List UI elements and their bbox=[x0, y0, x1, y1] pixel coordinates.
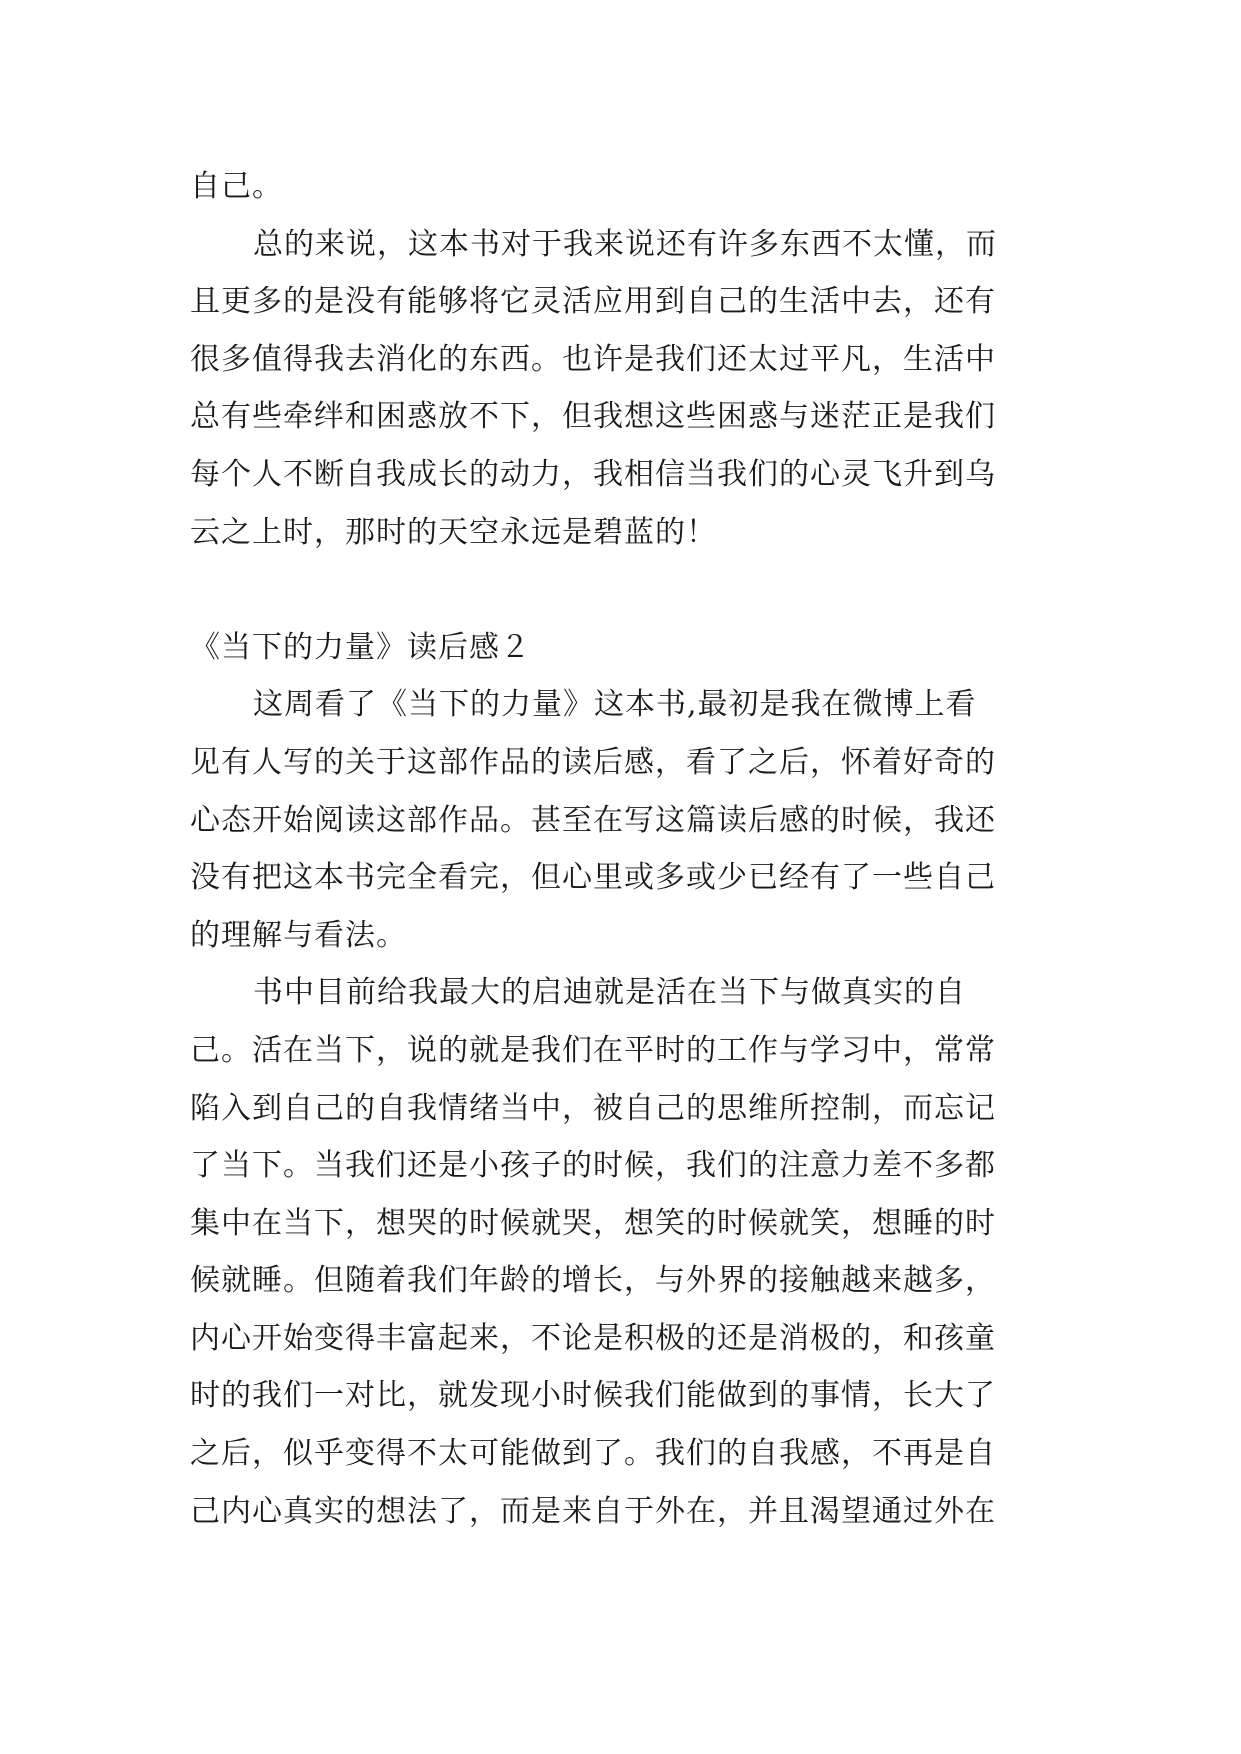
text-line: 之后，似乎变得不太可能做到了。我们的自我感，不再是自 bbox=[190, 1436, 996, 1472]
text-line: 没有把这本书完全看完，但心里或多或少已经有了一些自己 bbox=[190, 860, 996, 896]
text-line: 且更多的是没有能够将它灵活应用到自己的生活中去，还有 bbox=[190, 284, 996, 320]
paragraph-opening bbox=[190, 676, 1050, 964]
text-line: 内心开始变得丰富起来，不论是积极的还是消极的，和孩童 bbox=[190, 1320, 996, 1356]
text-line: 每个人不断自我成长的动力，我相信当我们的心灵飞升到乌 bbox=[190, 456, 996, 492]
text-line: 的理解与看法。 bbox=[190, 917, 407, 953]
text-line: 己内心真实的想法了，而是来自于外在，并且渴望通过外在 bbox=[190, 1493, 996, 1529]
intro-line: 自己。 bbox=[190, 169, 283, 204]
blank-line bbox=[190, 561, 1050, 619]
text-line: 候就睡。但随着我们年龄的增长，与外界的接触越来越多， bbox=[190, 1263, 996, 1299]
text-line: 时的我们一对比，就发现小时候我们能做到的事情，长大了 bbox=[190, 1378, 996, 1414]
text-line: 这周看了《当下的力量》这本书,最初是我在微博上看 bbox=[253, 687, 977, 723]
paragraph-insight bbox=[190, 964, 1050, 1540]
text-line: 己。活在当下，说的就是我们在平时的工作与学习中，常常 bbox=[190, 1032, 996, 1068]
text-line: 云之上时，那时的天空永远是碧蓝的！ bbox=[190, 514, 717, 550]
text-line: 总的来说，这本书对于我来说还有许多东西不太懂，而 bbox=[253, 226, 997, 262]
text-line: 很多值得我去消化的东西。也许是我们还太过平凡，生活中 bbox=[190, 341, 996, 377]
text-line: 了当下。当我们还是小孩子的时候，我们的注意力差不多都 bbox=[190, 1148, 996, 1184]
paragraph-summary bbox=[190, 216, 1050, 562]
section-title: 《当下的力量》读后感２ bbox=[190, 629, 531, 665]
document-body bbox=[190, 158, 1050, 1540]
text-line: 陷入到自己的自我情绪当中，被自己的思维所控制，而忘记 bbox=[190, 1090, 996, 1126]
text-line: 心态开始阅读这部作品。甚至在写这篇读后感的时候，我还 bbox=[190, 802, 996, 838]
text-line: 书中目前给我最大的启迪就是活在当下与做真实的自 bbox=[253, 975, 966, 1011]
text-line: 见有人写的关于这部作品的读后感，看了之后，怀着好奇的 bbox=[190, 744, 996, 780]
text-line: 集中在当下，想哭的时候就哭，想笑的时候就笑，想睡的时 bbox=[190, 1205, 996, 1241]
text-line: 总有些牵绊和困惑放不下，但我想这些困惑与迷茫正是我们 bbox=[190, 399, 996, 435]
